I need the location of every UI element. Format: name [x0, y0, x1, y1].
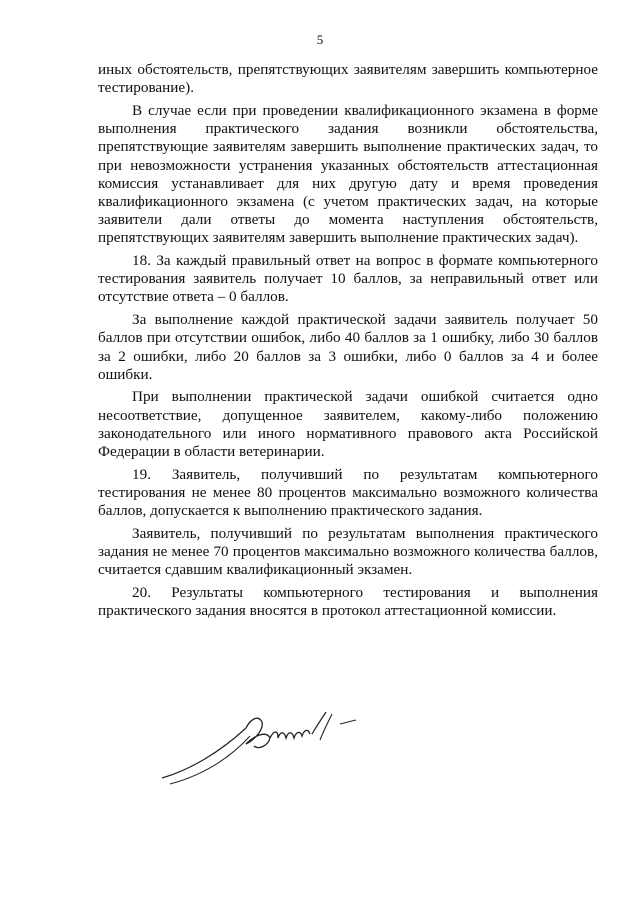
document-body: [98, 61, 598, 625]
paragraph-reschedule: В случае если при проведении квалификационного экзамена в форме выполнения практического задания возникли обстоятельства, препятствующие заявителям завершить выполнение практических задач, то при невозможности устранения указанных обстоятельств аттестационная комиссия устанавливает для них другую дату и время проведения квалификационного экзамена (с учетом практических задач, на которые заявители дали ответы до момента наступления обстоятельств, препятствующих заявителям завершить выполнение практических задач).: [98, 101, 598, 247]
page-number: 5: [316, 32, 324, 47]
paragraph-item-19: 19. Заявитель, получивший по результатам компьютерного тестирования не менее 80 процентов максимально возможного количества баллов, допускается к выполнению практического задания.: [98, 465, 598, 520]
paragraph-error-definition: При выполнении практической задачи ошибкой считается одно несоответствие, допущенное заявителем, какому-либо положению законодательного или иного нормативного правового акта Российской Федерации в области ветеринарии.: [98, 388, 598, 461]
paragraph-continuation: иных обстоятельств, препятствующих заявителям завершить компьютерное тестирование).: [98, 61, 598, 97]
handwritten-signature-icon: [150, 700, 370, 795]
paragraph-pass-criteria: Заявитель, получивший по результатам выполнения практического задания не менее 70 процентов максимально возможного количества баллов, считается сдавшим квалификационный экзамен.: [98, 524, 598, 579]
paragraph-task-scoring: За выполнение каждой практической задачи заявитель получает 50 баллов при отсутствии ошибок, либо 40 баллов за 1 ошибку, либо 30 баллов за 2 ошибки, либо 20 баллов за 3 ошибки, либо 0 баллов за 4 и более ошибки.: [98, 311, 598, 383]
paragraph-item-20: 20. Результаты компьютерного тестирования и выполнения практического задания вносятся в протокол аттестационной комиссии.: [98, 583, 598, 620]
paragraph-item-18: 18. За каждый правильный ответ на вопрос в формате компьютерного тестирования заявитель получает 10 баллов, за неправильный ответ или отсутствие ответа – 0 баллов.: [98, 252, 598, 306]
